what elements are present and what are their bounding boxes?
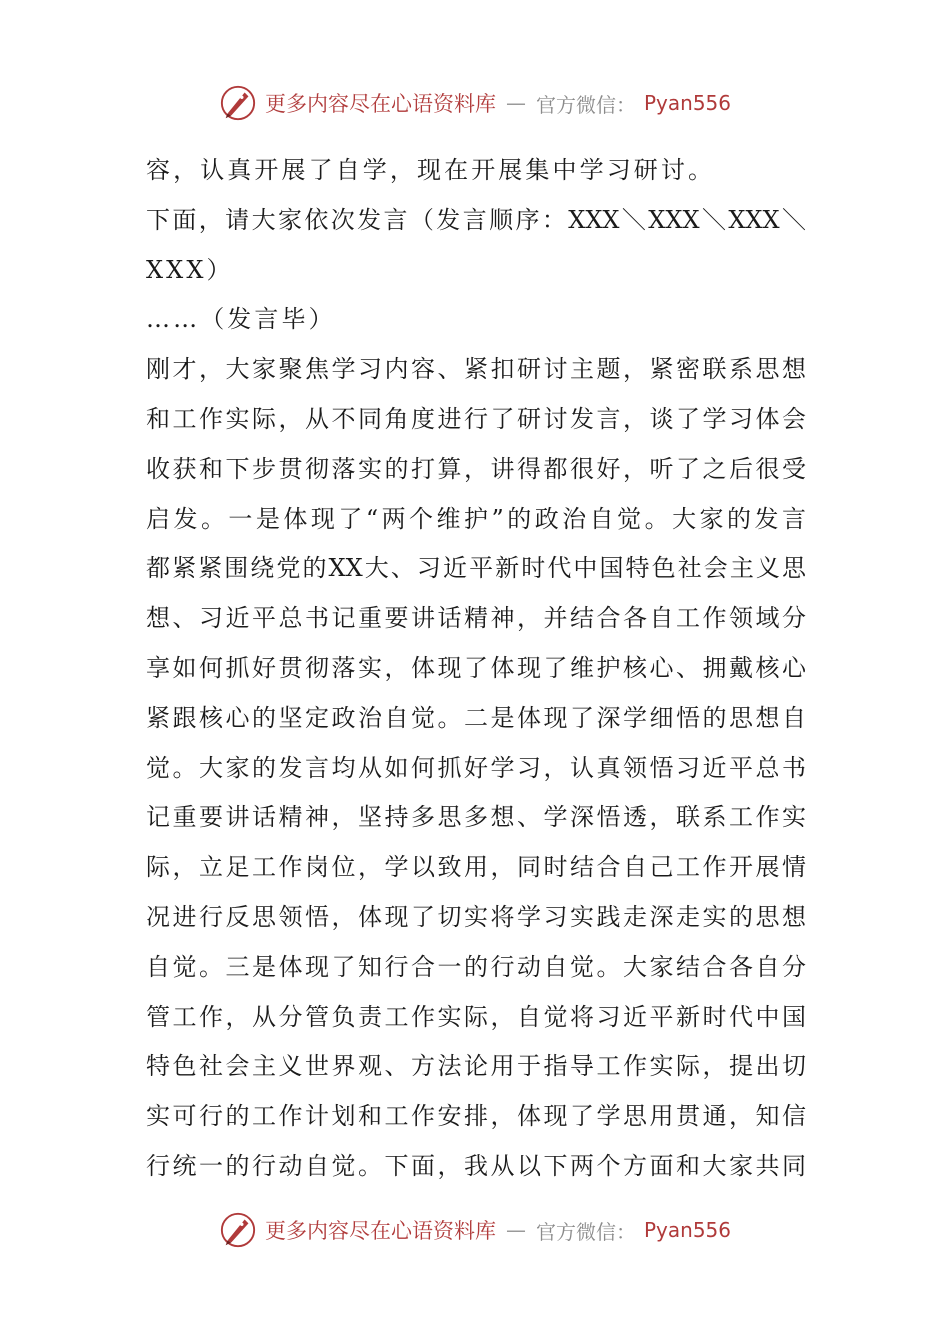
- paragraph-line: 际，立足工作岗位，学以致用，同时结合自己工作开展情: [146, 853, 806, 882]
- paragraph-line: 和工作实际，从不同角度进行了研讨发言，谈了学习体会: [146, 404, 806, 433]
- header-wechat-id: Pyan556: [643, 91, 731, 115]
- header-official-label: 官方微信：: [535, 92, 636, 117]
- paragraph-line: 记重要讲话精神，坚持多思多想、学深悟透，联系工作实: [146, 803, 806, 832]
- paragraph-line: 行统一的行动自觉。下面，我从以下两个方面和大家共同: [146, 1151, 806, 1180]
- paragraph-line: 实可行的工作计划和工作安排，体现了学思用贯通，知信: [146, 1102, 806, 1131]
- paragraph-line: 启发。一是体现了“两个维护”的政治自觉。大家的发言: [146, 504, 806, 533]
- paragraph-line: 容，认真开展了自学，现在开展集中学习研讨。: [146, 156, 716, 184]
- paragraph-line: 自觉。三是体现了知行合一的行动自觉。大家结合各自分: [146, 952, 806, 981]
- paragraph-line: ……（发言毕）: [146, 305, 336, 334]
- paragraph-line: 紧跟核心的坚定政治自觉。二是体现了深学细悟的思想自: [146, 703, 806, 732]
- document-body: [146, 146, 806, 1192]
- footer-official-label: 官方微信：: [535, 1219, 636, 1244]
- paragraph-line: 刚才，大家聚焦学习内容、紧扣研讨主题，紧密联系思想: [146, 355, 806, 384]
- header-slogan: 更多内容尽在心语资料库: [264, 92, 496, 116]
- header-banner: [0, 78, 950, 128]
- pen-nib-logo-icon: [219, 1211, 257, 1249]
- paragraph-line: 管工作，从分管负责工作实际，自觉将习近平新时代中国: [146, 1002, 806, 1031]
- paragraph-line: 都紧紧围绕党的XX大、习近平新时代中国特色社会主义思: [146, 554, 806, 583]
- paragraph-line: 特色社会主义世界观、方法论用于指导工作实际，提出切: [146, 1052, 806, 1081]
- paragraph-line: 想、习近平总书记重要讲话精神，并结合各自工作领域分: [146, 604, 806, 633]
- header-dash: —: [505, 91, 526, 115]
- paragraph-line: 况进行反思领悟，体现了切实将学习实践走深走实的思想: [146, 902, 806, 931]
- paragraph-line: XXX）: [146, 255, 234, 284]
- paragraph-line: 享如何抓好贯彻落实，体现了体现了维护核心、拥戴核心: [146, 653, 806, 682]
- footer-banner: [0, 1205, 950, 1255]
- paragraph-line: 觉。大家的发言均从如何抓好学习，认真领悟习近平总书: [146, 753, 806, 782]
- footer-slogan: 更多内容尽在心语资料库: [264, 1219, 496, 1243]
- footer-wechat-id: Pyan556: [643, 1218, 731, 1242]
- paragraph-line: 下面，请大家依次发言（发言顺序：XXX＼XXX＼XXX＼: [146, 205, 806, 234]
- footer-dash: —: [505, 1218, 526, 1242]
- pen-nib-logo-icon: [219, 84, 257, 122]
- paragraph-line: 收获和下步贯彻落实的打算，讲得都很好，听了之后很受: [146, 454, 806, 483]
